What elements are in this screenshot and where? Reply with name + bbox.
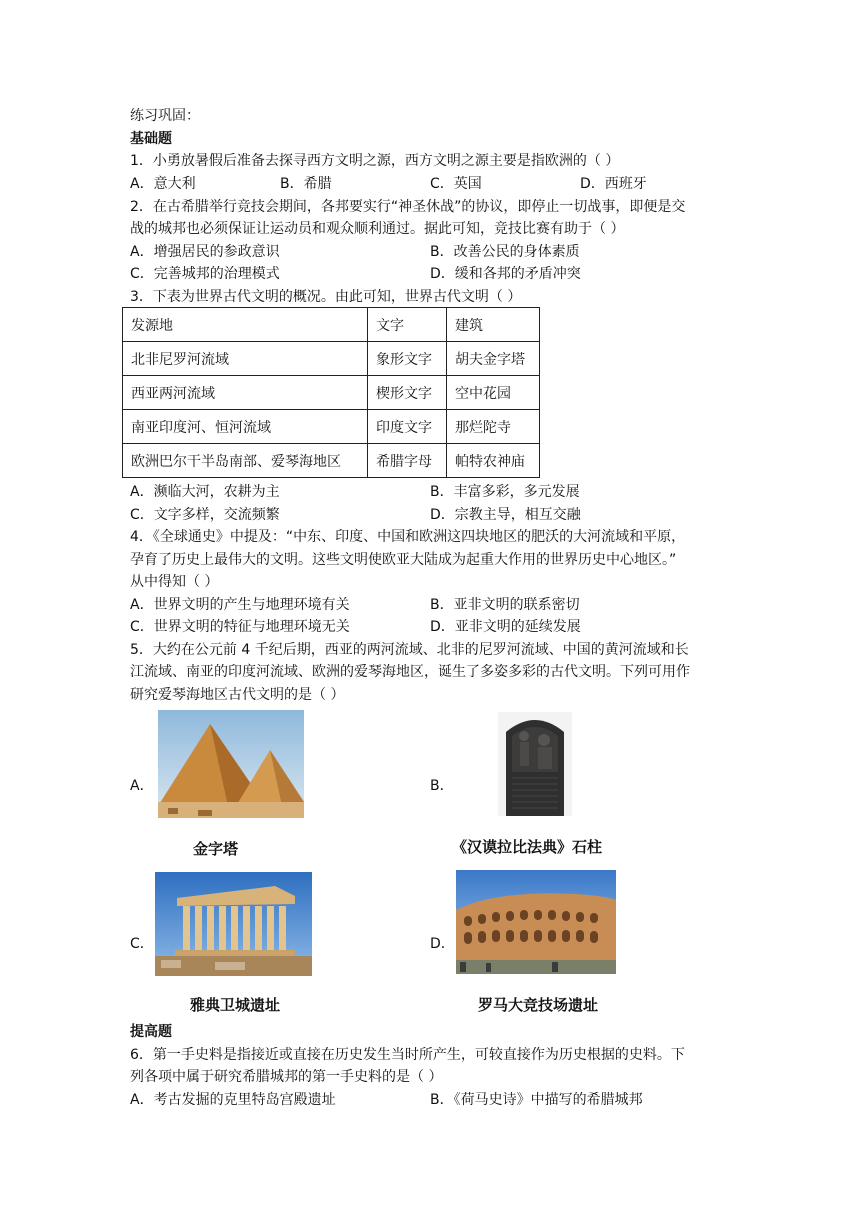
table-row: [123, 376, 540, 410]
table-cell: 楔形文字: [368, 376, 447, 410]
parthenon-image: [155, 872, 312, 976]
q1-option-b: B．希腊: [280, 176, 332, 192]
table-row: [123, 410, 540, 444]
q4-option-b: B．亚非文明的联系密切: [430, 597, 580, 613]
q4-option-d: D．亚非文明的延续发展: [430, 619, 581, 635]
hammurabi-stele-image: [498, 712, 572, 816]
table-header-cell: 文字: [368, 308, 447, 342]
q1-stem: 1．小勇放暑假后准备去探寻西方文明之源，西方文明之源主要是指欧洲的（ ）: [130, 153, 620, 169]
q1-option-c: C．英国: [430, 176, 482, 192]
colosseum-image: [456, 870, 616, 974]
q6-stem-line2: 列各项中属于研究希腊城邦的第一手史料的是（ ）: [130, 1069, 443, 1085]
q5-stem-line3: 研究爱琴海地区古代文明的是（ ）: [130, 687, 345, 703]
q5-option-d-label: D．: [430, 936, 455, 952]
q3-option-a: A．濒临大河，农耕为主: [130, 484, 280, 500]
table-cell: 帕特农神庙: [447, 444, 540, 478]
q2-option-d: D．缓和各邦的矛盾冲突: [430, 266, 581, 282]
q1-option-d: D．西班牙: [580, 176, 647, 192]
q5-stem-line2: 江流域、南亚的印度河流域、欧洲的爱琴海地区，诞生了多姿多彩的古代文明。下列可用作: [130, 664, 690, 680]
q4-stem-line2: 孕育了历史上最伟大的文明。这些文明使欧亚大陆成为起重大作用的世界历史中心地区。”: [130, 552, 677, 568]
table-row: [123, 342, 540, 376]
q2-option-a: A．增强居民的参政意识: [130, 244, 280, 260]
q6-option-b: B．《荷马史诗》中描写的希腊城邦: [430, 1092, 643, 1108]
q5-stem-line1: 5．大约在公元前 4 千纪后期，西亚的两河流域、北非的尼罗河流域、中国的黄河流域和长: [130, 642, 689, 658]
table-cell: 象形文字: [368, 342, 447, 376]
table-cell: 欧洲巴尔干半岛南部、爱琴海地区: [123, 444, 368, 478]
q4-stem-line1: 4．《全球通史》中提及：“中东、印度、中国和欧洲这四块地区的肥沃的大河流域和平原，: [130, 529, 686, 545]
q2-stem-line2: 战的城邦也必须保证让运动员和观众顺利通过。据此可知，竞技比赛有助于（ ）: [130, 221, 625, 237]
table-header-cell: 建筑: [447, 308, 540, 342]
q4-option-c: C．世界文明的特征与地理环境无关: [130, 619, 350, 635]
table-header-cell: 发源地: [123, 308, 368, 342]
q6-option-a: A．考古发掘的克里特岛宫殿遗址: [130, 1092, 336, 1108]
q3-stem: 3．下表为世界古代文明的概况。由此可知，世界古代文明（ ）: [130, 289, 522, 305]
civilization-table: [122, 307, 540, 478]
table-cell: 空中花园: [447, 376, 540, 410]
q3-option-b: B．丰富多彩，多元发展: [430, 484, 580, 500]
table-cell: 印度文字: [368, 410, 447, 444]
q5-option-c-caption: 雅典卫城遗址: [190, 996, 281, 1014]
section-advanced-heading: 提高题: [130, 1024, 172, 1040]
q1-option-a: A．意大利: [130, 176, 196, 192]
table-cell: 那烂陀寺: [447, 410, 540, 444]
pyramid-image: [158, 710, 304, 818]
q5-option-a-caption: 金字塔: [193, 840, 239, 858]
q5-option-a-label: A．: [130, 778, 154, 794]
q5-option-c-label: C．: [130, 936, 154, 952]
q4-option-a: A．世界文明的产生与地理环境有关: [130, 597, 350, 613]
table-cell: 希腊字母: [368, 444, 447, 478]
table-cell: 南亚印度河、恒河流域: [123, 410, 368, 444]
section-basic-heading: 基础题: [130, 131, 172, 147]
q4-stem-line3: 从中得知（ ）: [130, 574, 219, 590]
table-header-row: [123, 308, 540, 342]
q6-stem-line1: 6．第一手史料是指接近或直接在历史发生当时所产生，可较直接作为历史根据的史料。下: [130, 1047, 685, 1063]
q5-option-b-label: B．: [430, 778, 454, 794]
table-cell: 北非尼罗河流域: [123, 342, 368, 376]
intro-text: 练习巩固：: [130, 108, 200, 124]
q5-option-d-caption: 罗马大竞技场遗址: [478, 996, 599, 1014]
table-row: [123, 444, 540, 478]
q2-option-b: B．改善公民的身体素质: [430, 244, 580, 260]
q2-stem-line1: 2．在古希腊举行竞技会期间，各邦要实行“神圣休战”的协议，即停止一切战事，即便是交: [130, 199, 686, 215]
q5-option-b-caption: 《汉谟拉比法典》石柱: [452, 838, 603, 856]
q3-option-d: D．宗教主导，相互交融: [430, 507, 581, 523]
q2-option-c: C．完善城邦的治理模式: [130, 266, 280, 282]
table-cell: 胡夫金字塔: [447, 342, 540, 376]
q3-option-c: C．文字多样，交流频繁: [130, 507, 280, 523]
table-cell: 西亚两河流域: [123, 376, 368, 410]
